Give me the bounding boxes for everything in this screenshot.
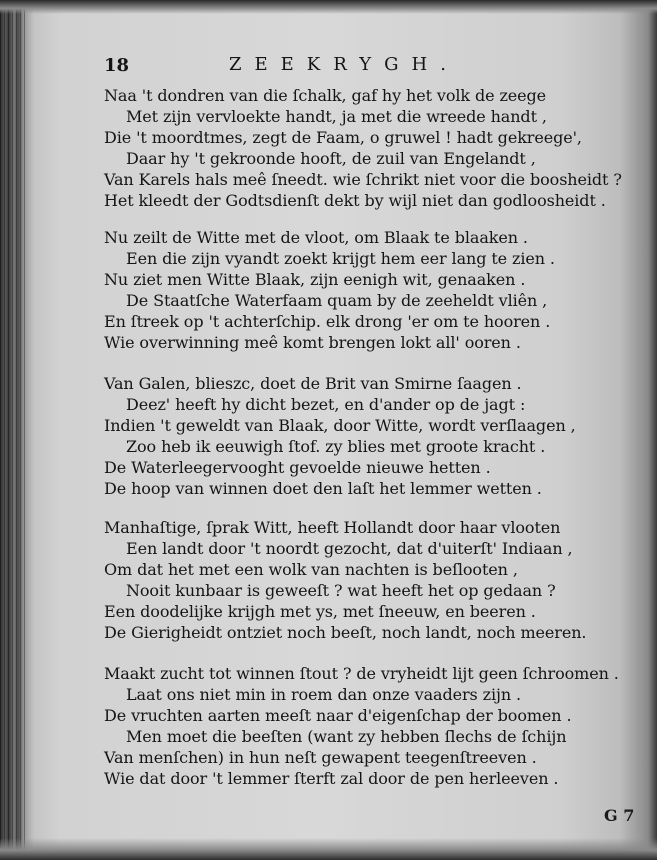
- verse-line: De Gierigheidt ontziet noch beeſt, noch landt, noch meeren.: [104, 623, 587, 642]
- page-number: 18: [104, 55, 130, 76]
- verse-line: Nu ziet men Witte Blaak, zijn eenigh wit, genaaken .: [104, 270, 526, 289]
- verse-line: Manhaſtige, ſprak Witt, heeft Hollandt door haar vlooten: [104, 518, 561, 537]
- running-title: ZEEKRYGH.: [229, 54, 459, 75]
- verse-line: Het kleedt der Godtsdienſt dekt by wijl niet dan godloosheidt .: [104, 191, 606, 210]
- verse-line: Van menſchen) in hun neſt gewapent teegenſtreeven .: [104, 748, 537, 767]
- verse-line: Zoo heb ik eeuwigh ſtof. zy blies met groote kracht .: [126, 437, 546, 456]
- verse-line: Nu zeilt de Witte met de vloot, om Blaak te blaaken .: [104, 228, 528, 247]
- verse-line: Naa 't dondren van die ſchalk, gaf hy het volk de zeege: [104, 86, 547, 105]
- verse-line: Wie overwinning meê komt brengen lokt all' ooren .: [104, 333, 521, 352]
- verse-line: De Waterleegervooght gevoelde nieuwe hetten .: [104, 458, 491, 477]
- verse-line: Maakt zucht tot winnen ſtout ? de vryheidt lijt geen ſchroomen .: [104, 664, 619, 683]
- verse-line: De vruchten aarten meeſt naar d'eigenſchap der boomen .: [104, 706, 572, 725]
- verse-line: De hoop van winnen doet den laſt het lemmer wetten .: [104, 479, 542, 498]
- verse-line: Deez' heeft hy dicht bezet, en d'ander op de jagt :: [126, 395, 526, 414]
- verse-line: Een doodelijke krijgh met ys, met ſneeuw, en beeren .: [104, 602, 536, 621]
- verse-line: En ſtreek op 't achterſchip. elk drong 'er om te hooren .: [104, 312, 551, 331]
- verse-line: Indien 't geweldt van Blaak, door Witte, wordt verſlaagen ,: [104, 416, 576, 435]
- page-bottom-edge: [0, 838, 657, 860]
- verse-line: Van Galen, blieszc, doet de Brit van Smirne ſaagen .: [104, 374, 522, 393]
- verse-line: Nooit kunbaar is geweeſt ? wat heeft het op gedaan ?: [126, 581, 556, 600]
- verse-line: Met zijn vervloekte handt, ja met die wreede handt ,: [126, 107, 547, 126]
- verse-line: Daar hy 't gekroonde hooft, de zuil van Engelandt ,: [126, 149, 536, 168]
- verse-line: Om dat het met een wolk van nachten is beſlooten ,: [104, 560, 518, 579]
- verse-line: Van Karels hals meê ſneedt. wie ſchrikt niet voor die boosheidt ?: [104, 170, 622, 189]
- verse-line: Een landt door 't noordt gezocht, dat d'uiterſt' Indiaan ,: [126, 539, 573, 558]
- verse-line: Laat ons niet min in roem dan onze vaaders zijn .: [126, 685, 522, 704]
- verse-line: Wie dat door 't lemmer ſterft zal door de pen herleeven .: [104, 769, 559, 788]
- verse-line: Die 't moordtmes, zegt de Faam, o gruwel ! hadt gekreege',: [104, 128, 582, 147]
- signature-mark: G 7: [604, 806, 635, 825]
- verse-line: Een die zijn vyandt zoekt krijgt hem eer lang te zien .: [126, 249, 555, 268]
- verse-line: Men moet die beeſten (want zy hebben ſlechs de ſchijn: [126, 727, 567, 746]
- verse-line: De Staatſche Waterfaam quam by de zeeheldt vliên ,: [126, 291, 548, 310]
